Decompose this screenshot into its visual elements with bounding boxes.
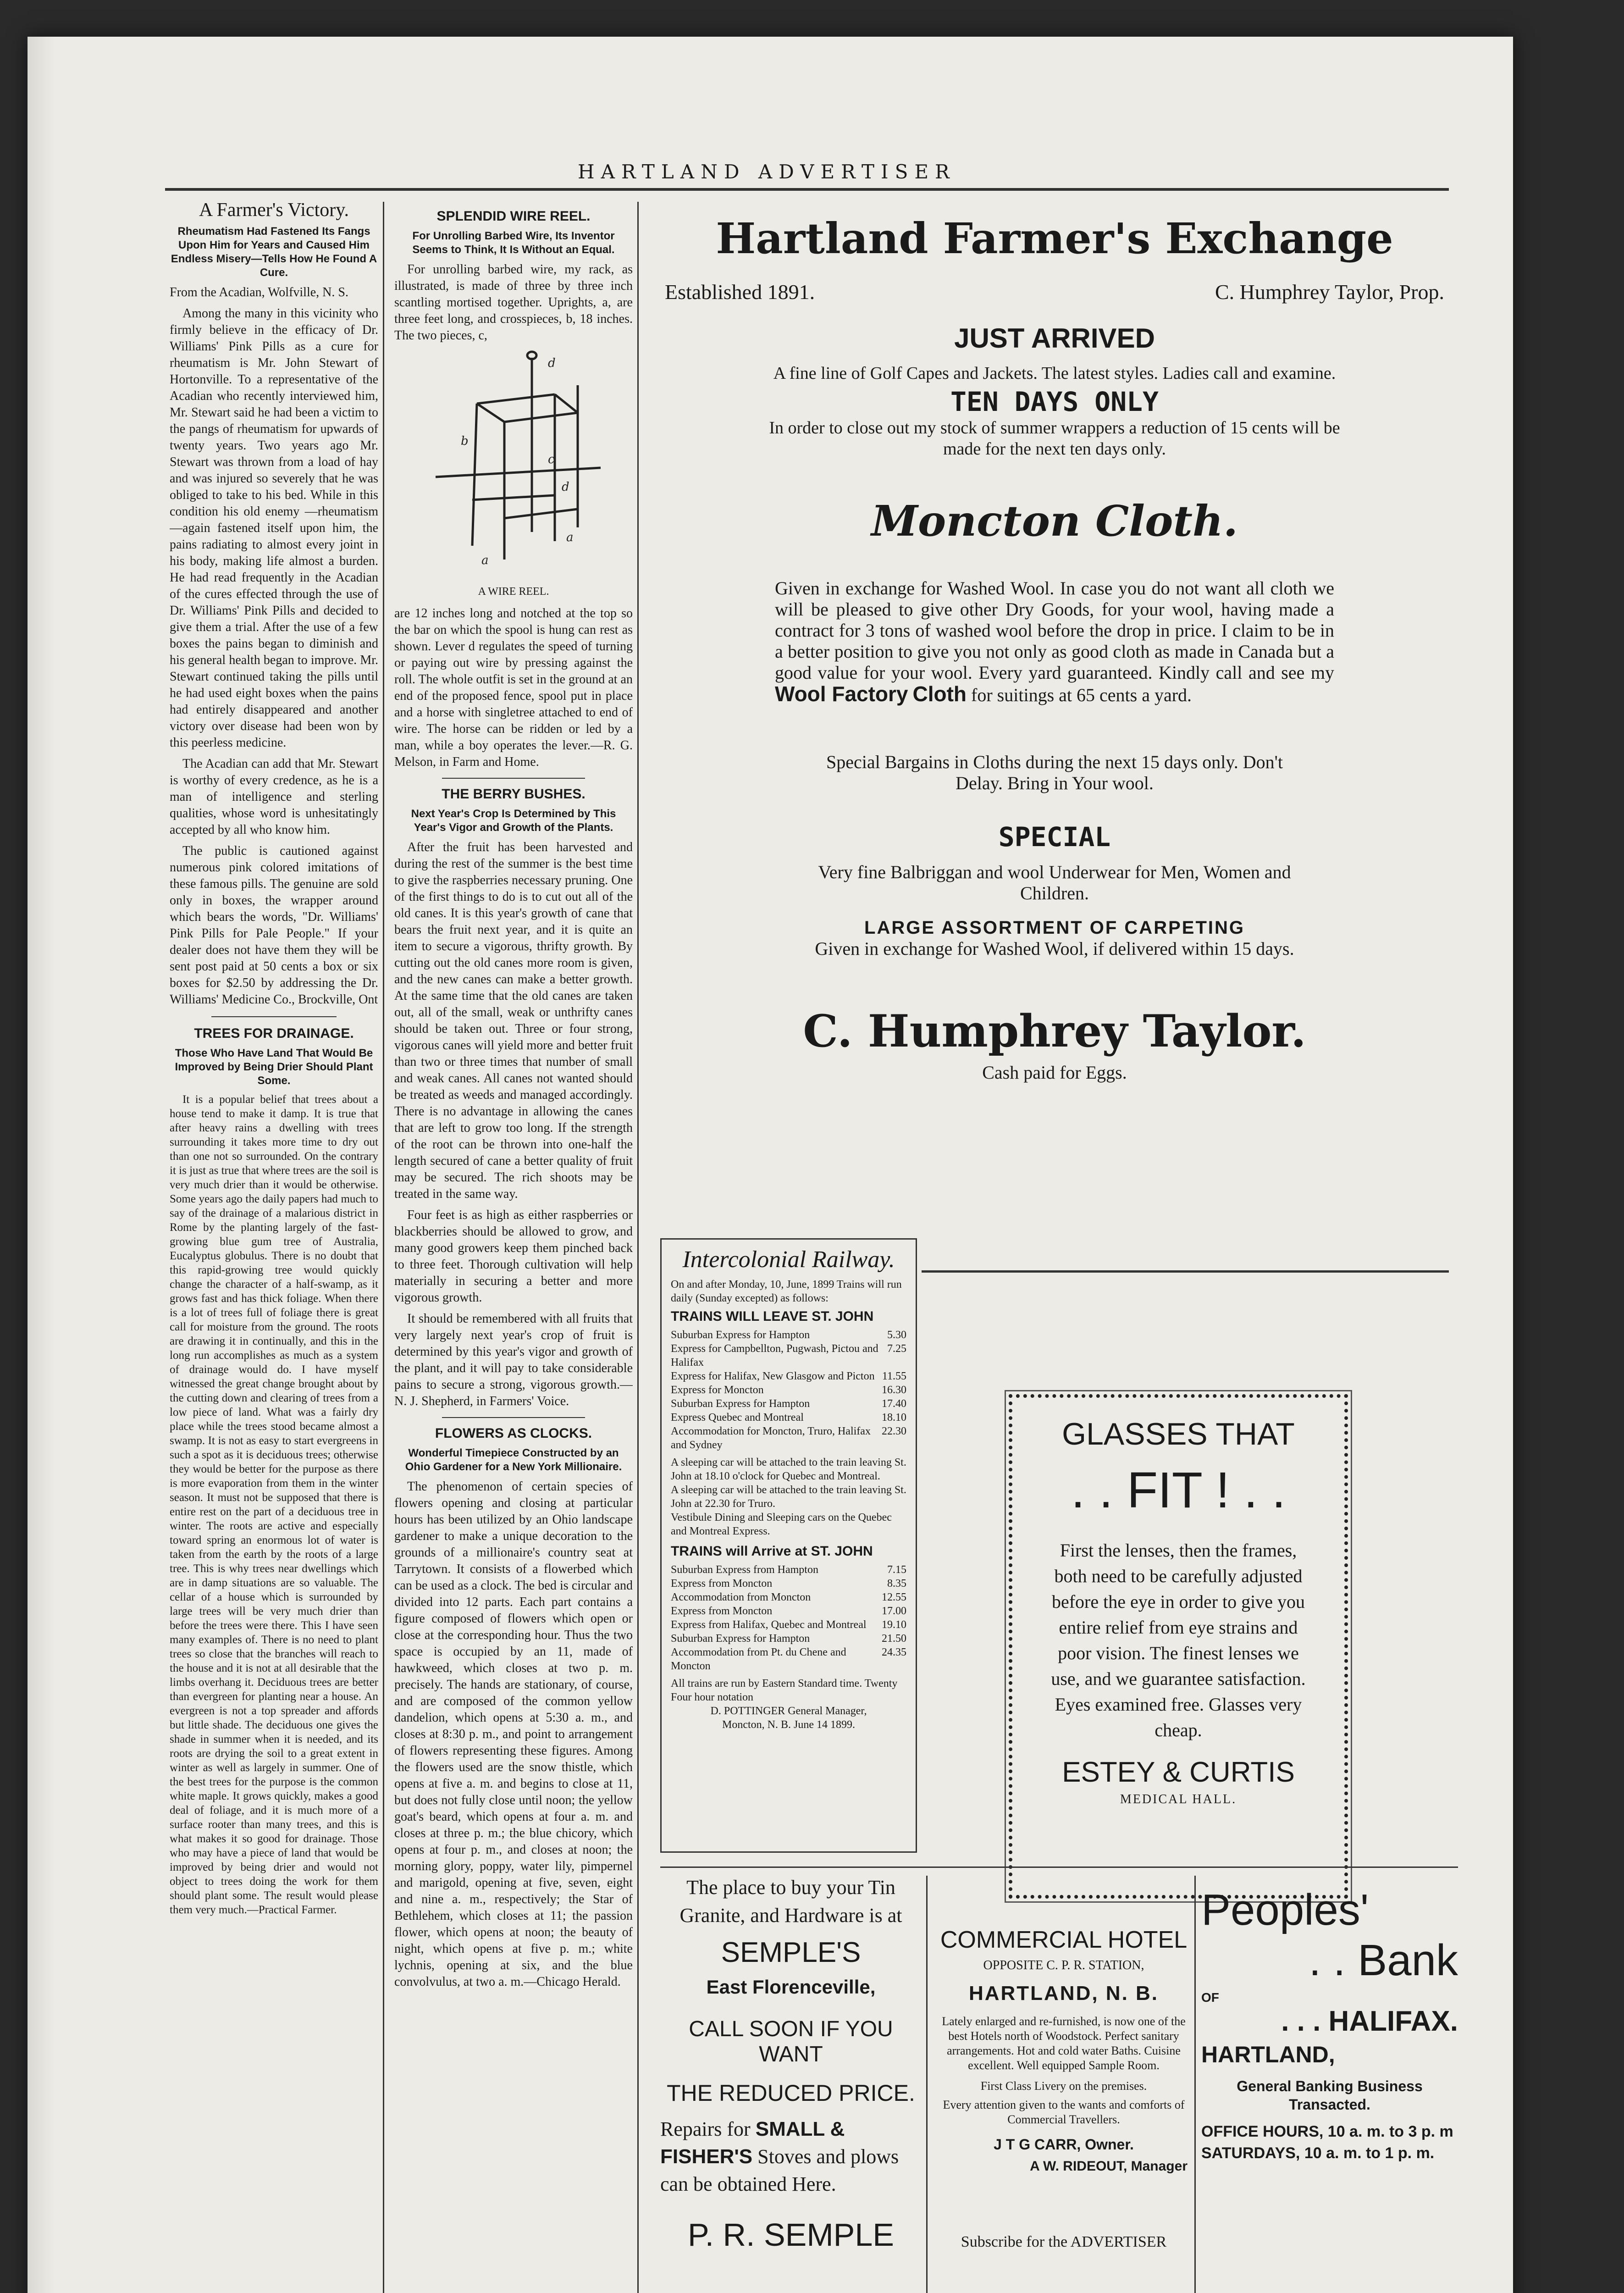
train-time: 22.30 <box>882 1425 906 1437</box>
timetable-row <box>671 1411 906 1424</box>
cloth-offer-price: for suitings at 65 cents a yard. <box>971 685 1192 705</box>
train-time: 8.35 <box>887 1578 906 1590</box>
leave-heading: TRAINS WILL LEAVE ST. JOHN <box>671 1309 874 1324</box>
hotel-owner: J T G CARR, Owner. <box>994 2136 1134 2153</box>
article-title-berry: THE BERRY BUSHES. <box>442 786 586 802</box>
glasses-fit: . . FIT ! . . <box>1071 1462 1286 1518</box>
timetable-row <box>671 1383 906 1397</box>
medical-hall: MEDICAL HALL. <box>1120 1792 1237 1806</box>
hotel-town: HARTLAND, N. B. <box>968 1982 1159 2005</box>
semple-sign: P. R. SEMPLE <box>687 2217 894 2253</box>
established: Established 1891. <box>665 280 815 304</box>
just-arrived: JUST ARRIVED <box>954 323 1155 354</box>
bank-hours: OFFICE HOURS, 10 a. m. to 3 p. m <box>1201 2123 1453 2140</box>
sleeping-car-1: A sleeping car will be attached to the train leaving St. John at 18.10 o'clock for Quebec and Montreal. <box>671 1457 906 1482</box>
train-name: Accommodation from Pt. du Chene and Moncton <box>671 1646 846 1672</box>
arrivals-list <box>671 1563 906 1673</box>
masthead: HARTLAND ADVERTISER <box>578 161 956 183</box>
exchange-title: Hartland Farmer's Exchange <box>716 214 1393 263</box>
railway-timetable <box>660 1238 917 1853</box>
semple-name: SEMPLE'S <box>721 1937 861 1968</box>
train-name: Express for Campbellton, Pugwash, Pictou and Halifax <box>671 1343 878 1368</box>
column-rule-4 <box>1194 1876 1196 2293</box>
article-title-wire-reel: SPLENDID WIRE REEL. <box>436 209 591 224</box>
special-heading: SPECIAL <box>998 821 1111 853</box>
column-rule-1 <box>383 202 384 2293</box>
train-name: Express Quebec and Montreal <box>671 1412 804 1423</box>
article-paragraph: It should be remembered with all fruits that very largely next year's crop of fruit is determined by this year's vigor and growth of the plant, and it will pay to take considerable pains to secure a strong, vigorous growth.—N. J. Shepherd, in Farmers' Voice. <box>394 1312 633 1408</box>
railway-intro: On and after Monday, 10, June, 1899 Trains will run daily (Sunday excepted) as follows: <box>671 1279 902 1304</box>
exchange-bottom-rule <box>922 1270 1449 1273</box>
semple-line2: Granite, and Hardware is at <box>679 1904 902 1927</box>
wrappers-notice: In order to close out my stock of summer wrappers a reduction of 15 cents will be made for the next ten days only. <box>769 418 1340 459</box>
farmers-exchange-ad <box>656 211 1453 1257</box>
repairs-c: Stoves and plows can be obtained Here. <box>660 2145 899 2195</box>
glasses-title: GLASSES THAT <box>1062 1417 1295 1451</box>
repairs-a: Repairs for <box>660 2118 751 2140</box>
taylor-signature: C. Humphrey Taylor. <box>803 1005 1306 1057</box>
column-2 <box>394 202 633 2293</box>
train-name: Express from Moncton <box>671 1578 773 1590</box>
golf-capes: A fine line of Golf Capes and Jackets. The latest styles. Ladies call and examine. <box>773 364 1336 383</box>
reduced-price: THE REDUCED PRICE. <box>667 2080 915 2106</box>
train-name: Express for Moncton <box>671 1384 764 1396</box>
glasses-body: First the lenses, then the frames, both need to be carefully adjusted before the eye in order to give you entire relief from eye strains and poor vision. The finest lenses we use, and we guarantee satisfaction. Eyes examined free. Glasses very cheap. <box>1051 1540 1306 1740</box>
subscribe-notice: Subscribe for the ADVERTISER <box>961 2233 1167 2250</box>
column-rule-3 <box>926 1876 928 2293</box>
train-time: 7.15 <box>887 1564 906 1576</box>
svg-text:a: a <box>481 554 489 567</box>
article-paragraph: For unrolling barbed wire, my rack, as illustrated, is made of three by three inch scantling mortised together. Uprights, a, are three feet long, and crosspieces, b, 18 inches. The two pieces, c, <box>394 262 633 343</box>
article-source: From the Acadian, Wolfville, N. S. <box>170 285 348 299</box>
cash-for-eggs: Cash paid for Eggs. <box>982 1062 1127 1083</box>
svg-text:a: a <box>566 531 574 544</box>
train-time: 5.30 <box>887 1329 906 1341</box>
article-divider <box>211 1016 337 1017</box>
proprietor: C. Humphrey Taylor, Prop. <box>1215 280 1444 304</box>
article-title-flowers: FLOWERS AS CLOCKS. <box>435 1426 592 1441</box>
bank-saturdays: SATURDAYS, 10 a. m. to 1 p. m. <box>1201 2144 1435 2162</box>
timetable-row <box>671 1369 906 1383</box>
timetable-row <box>671 1645 906 1673</box>
svg-text:b: b <box>461 434 469 448</box>
hotel-opposite: OPPOSITE C. P. R. STATION, <box>983 1958 1144 1972</box>
train-name: Suburban Express for Hampton <box>671 1633 810 1645</box>
special-bargains: Special Bargains in Cloths during the next 15 days only. Don't Delay. Bring in Your wool. <box>826 752 1283 793</box>
bank-name1: Peoples' <box>1201 1885 1369 1934</box>
timetable-row <box>671 1342 906 1369</box>
timetable-row <box>671 1604 906 1618</box>
repairs-b: SMALL & FISHER'S <box>660 2118 845 2168</box>
semple-line1: The place to buy your Tin <box>686 1876 895 1899</box>
semple-place: East Florenceville, <box>706 1976 876 1998</box>
train-name: Accommodation from Moncton <box>671 1591 811 1603</box>
timetable-row <box>671 1397 906 1411</box>
timetable-row <box>671 1590 906 1604</box>
vestibule-cars: Vestibule Dining and Sleeping cars on the Quebec and Montreal Express. <box>671 1512 892 1537</box>
article-deck: For Unrolling Barbed Wire, Its Inventor Seems to Think, It Is Without an Equal. <box>412 230 615 256</box>
carpeting-heading: LARGE ASSORTMENT OF CARPETING <box>864 918 1245 938</box>
bank-of: OF <box>1201 1990 1219 2005</box>
bank-business: General Banking Business Transacted. <box>1237 2078 1423 2113</box>
moncton-cloth: Moncton Cloth. <box>871 496 1238 546</box>
article-paragraph: The public is cautioned against numerous pink colored imitations of these famous pills. The genuine are sold only in boxes, the wrapper around which bears the words, "Dr. Williams' Pink Pills for Pale People." If your dealer does not have them they will be sent post paid at 50 cents a box or six boxes for $2.50 by addressing the Dr. Williams' Medicine Co., Brockville, Ont <box>170 844 378 1007</box>
article-paragraph: It is a popular belief that trees about a house tend to make it damp. It is true that after heavy rains a dwelling with trees surrounding it takes more time to dry out than one not so surrounded. On the contrary it is just as true that where trees are the soil is very much drier than it would be otherwise. Some years ago the daily papers had much to say of the drainage of a malarious district in Rome by the planting largely of the fast-growing blue gum tree of Australia, Eucalyptus globulus. There is no doubt that this rapid-growing tree would quickly change the character of a half-swamp, as it grows fast and has thick foliage. When there is a lot of trees full of foliage there is great call for moisture from the ground. The roots are drawing it in continually, and this in the long run accomplishes as much as a system of drainage would do. I have myself witnessed the great change brought about by the cutting down and clearing of trees from a low piece of land. What was a fairly dry place while the trees stood became almost a swamp. It is not as easy to start evergreens in such a spot as it is deciduous trees; otherwise they would be better for the purpose as there is more evaporation from them in the winter season. It must not be supposed that there is entire rest on the part of a deciduous tree in winter. The roots are active and especially toward spring an enormous lot of water is taken from the earth by the roots of a large tree. This is why trees near dwellings which are in damp situations are so valuable. The cellar of a house which is surrounded by large trees will be very much drier than before the trees were there. This I have seen many examples of. There is no need to plant trees so close that the branches will reach to the house and it is not at all desirable that the limbs overhang it. Deciduous trees are better than evergreen for planting near a house. An evergreen is not a top spreader and affords but little shade. The deciduous one gives the shade in summer when it is needed, and its roots are drying the soil to a great extent in winter as well as largely in summer. One of the best trees for the purpose is the common white maple. It grows quickly, makes a good deal of foliage, and it is much more of a surface rooter than many trees, and this is what makes it so good for drainage. Those who may have a piece of land that would be improved by being drier and would not object to trees doing the work for them should plant some. The result would please them very much.—Practical Farmer. <box>170 1093 378 1916</box>
glasses-ad <box>1009 1394 1348 1899</box>
timetable-row <box>671 1577 906 1590</box>
newspaper-page <box>28 37 1513 2293</box>
exchange-established-line <box>665 280 1444 304</box>
article-paragraph: Among the many in this vicinity who firmly believe in the efficacy of Dr. Williams' Pink Pills as a cure for rheumatism is Mr. John Stewart of Hortonville. To a representative of the Acadian who recently interviewed him, Mr. Stewart said he had been a victim to the pangs of rheumatism for upwards of twenty years. Two years ago Mr. Stewart was thrown from a load of hay and was injured so severely that he was obliged to take to his bed. While in this condition his old enemy —rheumatism—again fastened itself upon him, the pains radiating to almost every joint in his body, making life almost a burden. He had read frequently in the Acadian of the cures effected through the use of Dr. Williams' Pink Pills and decided to give them a trial. After the use of a few boxes the pains began to diminish and his general health began to improve. Mr. Stewart continued taking the pills until he had used eight boxes when the pains had entirely disappeared and another victory over disease had been won by this peerless medicine. <box>170 306 378 750</box>
article-paragraph: The Acadian can add that Mr. Stewart is worthy of every credence, as he is a man of intelligence and sterling qualities, whose word is unhesitatingly accepted by all who know him. <box>170 757 378 837</box>
article-paragraph: The phenomenon of certain species of flowers opening and closing at particular hours has been utilized by an Ohio landscape gardener to make a unique decoration to the grounds of a millionaire's country seat at Tarrytown. It consists of a flowerbed which can be used as a clock. The bed is circular and divided into 12 parts. Each part contains a figure composed of flowers which open or close at the corresponding hour. Thus the two space is occupied by an 11, made of hawkweed, which closes at two p. m. precisely. The hands are stationary, of course, and are composed of the common yellow dandelion, which opens at 5:30 a. m., and closes at 8:30 p. m., and point to arrangement of flowers representing these figures. Among the flowers used are the snow thistle, which opens at five a. m. and begins to close at 11, but does not fully close until noon; the yellow goat's beard, which opens at four a. m. and closes at three p. m.; the blue chicory, which opens at four p. m., and closes at noon; the morning glory, poppy, water lily, pimpernel and marigold, opening at five, seven, eight and nine a. m., respectively; the Star of Bethlehem, which closes at 11; the passion flower, which opens at noon; the beauty of night, which opens at five p. m.; white lychnis, opening at six, and the blue convolvulus, at two a. m.—Chicago Herald. <box>394 1479 633 1989</box>
hotel-manager: A W. RIDEOUT, Manager <box>1030 2159 1188 2174</box>
train-name: Express from Halifax, Quebec and Montreal <box>671 1619 867 1631</box>
masthead-rule <box>165 188 1449 191</box>
article-deck: Wonderful Timepiece Constructed by an Ohio Gardener for a New York Millionaire. <box>405 1447 622 1473</box>
article-divider <box>442 1417 585 1418</box>
train-name: Express for Halifax, New Glasgow and Picton <box>671 1370 875 1382</box>
timetable-row <box>671 1618 906 1632</box>
train-time: 7.25 <box>887 1343 906 1355</box>
train-name: Suburban Express for Hampton <box>671 1329 810 1341</box>
article-title-trees: TREES FOR DRAINAGE. <box>194 1026 354 1041</box>
svg-text:c: c <box>548 453 555 466</box>
article-paragraph: After the fruit has been harvested and during the rest of the summer is the best time to give the raspberries necessary pruning. One of the first things to do is to cut out all of the old canes. It is this year's growth of cane that bears the fruit next year, and it is quite an item to secure a vigorous, thrifty growth. By cutting out the old canes more room is given, and the new canes can make a better growth. At the same time that the old canes are taken out, all of the small, weak or unthrifty canes should be taken out. Three or four strong, vigorous canes will yield more and better fruit than two or three times that number of small and weak canes. All canes not wanted should be treated as weeds and managed accordingly. There is no advantage in allowing the canes that are left to grow too long. If the strength of the root can be thrown into one-half the length secured of cane a better quality of fruit may be secured. The rich shoots may be treated in the same way. <box>394 840 633 1201</box>
svg-text:d: d <box>548 356 556 370</box>
bank-ad <box>1201 1885 1458 2293</box>
hotel-name: COMMERCIAL HOTEL <box>940 1927 1188 1953</box>
railway-manager: D. POTTINGER General Manager, <box>710 1705 867 1717</box>
train-time: 12.55 <box>882 1591 906 1603</box>
train-time: 21.50 <box>882 1633 906 1645</box>
timetable-row <box>671 1424 906 1452</box>
semple-ad <box>660 1876 922 2293</box>
hotel-body: Lately enlarged and re-furnished, is now one of the best Hotels north of Woodstock. Perfect sanitary arrangements. Hot and cold water Baths. Cuisine excellent. Well equipped Sample Room. <box>942 2015 1186 2072</box>
bank-town: HARTLAND, <box>1201 2042 1335 2067</box>
timetable-row <box>671 1328 906 1342</box>
article-title-farmers-victory: A Farmer's Victory. <box>199 202 349 221</box>
carpet-terms: Given in exchange for Washed Wool, if delivered within 15 days. <box>815 938 1294 959</box>
train-time: 24.35 <box>882 1646 906 1658</box>
hotel-livery: First Class Livery on the premises. <box>980 2079 1147 2093</box>
ten-days-only: TEN DAYS ONLY <box>950 386 1159 417</box>
figure-caption: A WIRE REEL. <box>478 586 549 598</box>
railway-title: Intercolonial Railway. <box>682 1246 895 1273</box>
estey-curtis: ESTEY & CURTIS <box>1062 1756 1295 1788</box>
train-name: Accommodation for Moncton, Truro, Halifax and Sydney <box>671 1425 871 1451</box>
wire-reel-illustration <box>417 349 610 578</box>
train-time: 11.55 <box>882 1370 906 1382</box>
article-deck: Rheumatism Had Fastened Its Fangs Upon Him for Years and Caused Him Endless Misery—Tells How He Found A Cure. <box>171 225 377 279</box>
semple-repairs <box>660 2116 922 2198</box>
article-paragraph: are 12 inches long and notched at the top so the bar on which the spool is hung can rest as shown. Lever d regulates the speed of turning or paying out wire by pressing against the roll. The whole outfit is set in the ground at an end of the proposed fence, spool put in place and a horse with singletree attached to end of wire. The horse can be ridden or led by a man, while a boy operates the lever.—R. G. Melson, in Farm and Home. <box>394 606 633 769</box>
departures-list <box>671 1328 906 1452</box>
bottom-rule-1 <box>660 1867 1458 1868</box>
article-deck: Those Who Have Land That Would Be Improved by Being Drier Should Plant Some. <box>175 1047 373 1087</box>
timetable-row <box>671 1632 906 1645</box>
train-time: 19.10 <box>882 1619 906 1631</box>
call-soon: CALL SOON IF YOU WANT <box>689 2017 893 2066</box>
column-1 <box>170 202 378 2293</box>
article-paragraph: Four feet is as high as either raspberries or blackberries should be allowed to grow, and many good growers keep them pinched back to three feet. Thorough cultivation will help materially in securing a better and more vigorous growth. <box>394 1208 633 1305</box>
train-time: 17.40 <box>882 1398 906 1410</box>
column-rule-2 <box>637 202 639 2293</box>
timetable-row <box>671 1563 906 1577</box>
svg-text:d: d <box>562 480 569 494</box>
bank-city: . . . HALIFAX. <box>1281 2005 1458 2037</box>
train-name: Suburban Express for Hampton <box>671 1398 810 1410</box>
train-time: 18.10 <box>882 1412 906 1423</box>
sleeping-car-2: A sleeping car will be attached to the train leaving St. John at 22.30 for Truro. <box>671 1484 906 1510</box>
cloth-offer <box>656 578 1453 706</box>
railway-date: Moncton, N. B. June 14 1899. <box>722 1719 855 1731</box>
train-time: 16.30 <box>882 1384 906 1396</box>
article-divider <box>442 778 585 779</box>
cloth-word: Cloth <box>912 682 967 706</box>
train-name: Suburban Express from Hampton <box>671 1564 818 1576</box>
cloth-offer-text: Given in exchange for Washed Wool. In case you do not want all cloth we will be pleased to give other Dry Goods, for your wool, having made a contract for 3 tons of washed wool before the drop in price. I claim to be in a better position to give you not only as good cloth as made in Canada but a good value for your wool. Every yard guaranteed. Kindly call and see my <box>775 578 1334 683</box>
train-name: Express from Moncton <box>671 1605 773 1617</box>
bank-name2: . . Bank <box>1309 1936 1458 1985</box>
train-time: 17.00 <box>882 1605 906 1617</box>
article-deck: Next Year's Crop Is Determined by This Year's Vigor and Growth of the Plants. <box>411 808 616 834</box>
arrive-heading: TRAINS will Arrive at ST. JOHN <box>671 1544 873 1559</box>
wool-factory: Wool Factory <box>775 682 908 706</box>
railway-footer: All trains are run by Eastern Standard time. Twenty Four hour notation <box>671 1678 898 1703</box>
balbriggan-underwear: Very fine Balbriggan and wool Underwear for Men, Women and Children. <box>818 862 1291 903</box>
hotel-attention: Every attention given to the wants and comforts of Commercial Travellers. <box>943 2098 1185 2126</box>
